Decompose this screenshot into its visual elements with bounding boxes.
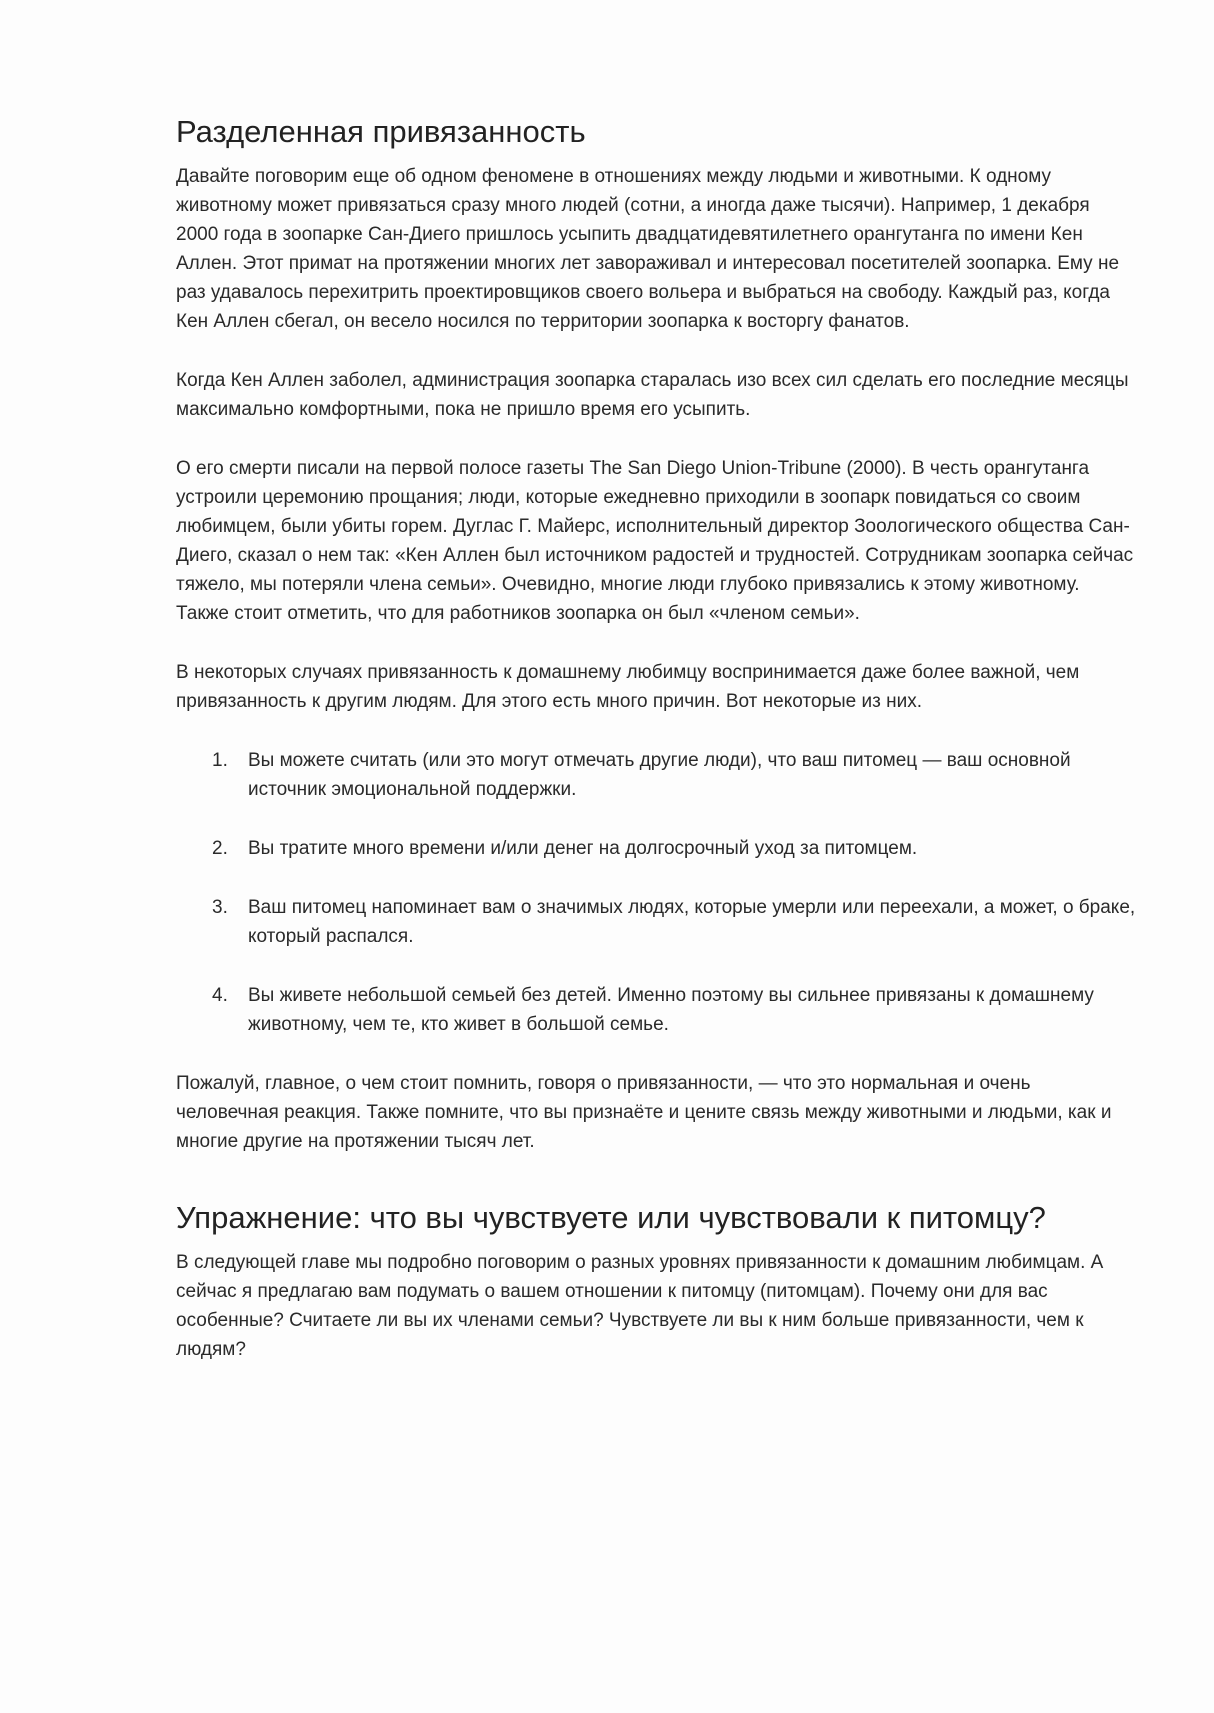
- list-item: [176, 893, 1136, 951]
- list-item: [176, 834, 1136, 863]
- list-item-text: Вы живете небольшой семьей без детей. Именно поэтому вы сильнее привязаны к домашнему животному, чем те, кто живет в большой семье.: [248, 985, 1094, 1035]
- paragraph-exercise: В следующей главе мы подробно поговорим о разных уровнях привязанности к домашним любимцам. А сейчас я предлагаю вам подумать о вашем отношении к питомцу (питомцам). Почему они для вас особенные? Считаете ли вы их членами семьи? Чувствуете ли вы к ним больше привязанности, чем к людям?: [176, 1252, 1104, 1360]
- list-item-number: 1.: [212, 750, 228, 771]
- reasons-list: [176, 746, 1136, 1039]
- list-item-text: Вы можете считать (или это могут отмечать другие люди), что ваш питомец — ваш основной источник эмоциональной поддержки.: [248, 750, 1071, 800]
- paragraph-intro: Давайте поговорим еще об одном феномене в отношениях между людьми и животными. К одному животному может привязаться сразу много людей (сотни, а иногда даже тысячи). Например, 1 декабря 2000 года в зоопарке Сан-Диего пришлось усыпить двадцатидевятилетнего орангутанга по имени Кен Аллен. Этот примат на протяжении многих лет завораживал и интересовал посетителей зоопарка. Ему не раз удавалось перехитрить проектировщиков своего вольера и выбраться на свободу. Каждый раз, когда Кен Аллен сбегал, он весело носился по территории зоопарка к восторгу фанатов.: [176, 166, 1120, 332]
- list-item-text: Ваш питомец напоминает вам о значимых людях, которые умерли или переехали, а может, о браке, который распался.: [248, 897, 1136, 947]
- list-item-text: Вы тратите много времени и/или денег на долгосрочный уход за питомцем.: [248, 838, 918, 859]
- paragraph-death: О его смерти писали на первой полосе газеты The San Diego Union-Tribune (2000). В честь орангутанга устроили церемонию прощания; люди, которые ежедневно приходили в зоопарк повидаться со своим любимцем, были убиты горем. Дуглас Г. Майерс, исполнительный директор Зоологического общества Сан-Диего, сказал о нем так: «Кен Аллен был источником радостей и трудностей. Сотрудникам зоопарка сейчас тяжело, мы потеряли члена семьи». Очевидно, многие люди глубоко привязались к этому животному. Также стоит отметить, что для работников зоопарка он был «членом семьи».: [176, 458, 1134, 624]
- paragraph-reasons-intro: В некоторых случаях привязанность к домашнему любимцу воспринимается даже более важной, чем привязанность к другим людям. Для этого есть много причин. Вот некоторые из них.: [176, 662, 1080, 712]
- list-item-number: 2.: [212, 838, 228, 859]
- document-content: [176, 112, 1136, 1394]
- list-item-number: 4.: [212, 985, 228, 1006]
- paragraph-illness: Когда Кен Аллен заболел, администрация зоопарка старалась изо всех сил сделать его последние месяцы максимально комфортными, пока не пришло время его усыпить.: [176, 370, 1129, 420]
- section-title-shared-attachment: Разделенная привязанность: [176, 114, 586, 149]
- section-title-exercise: Упражнение: что вы чувствуете или чувствовали к питомцу?: [176, 1200, 1046, 1235]
- list-item: [176, 981, 1136, 1039]
- list-item: [176, 746, 1136, 804]
- paragraph-closing: Пожалуй, главное, о чем стоит помнить, говоря о привязанности, — что это нормальная и очень человечная реакция. Также помните, что вы признаёте и цените связь между животными и людьми, как и многие другие на протяжении тысяч лет.: [176, 1073, 1112, 1152]
- list-item-number: 3.: [212, 897, 228, 918]
